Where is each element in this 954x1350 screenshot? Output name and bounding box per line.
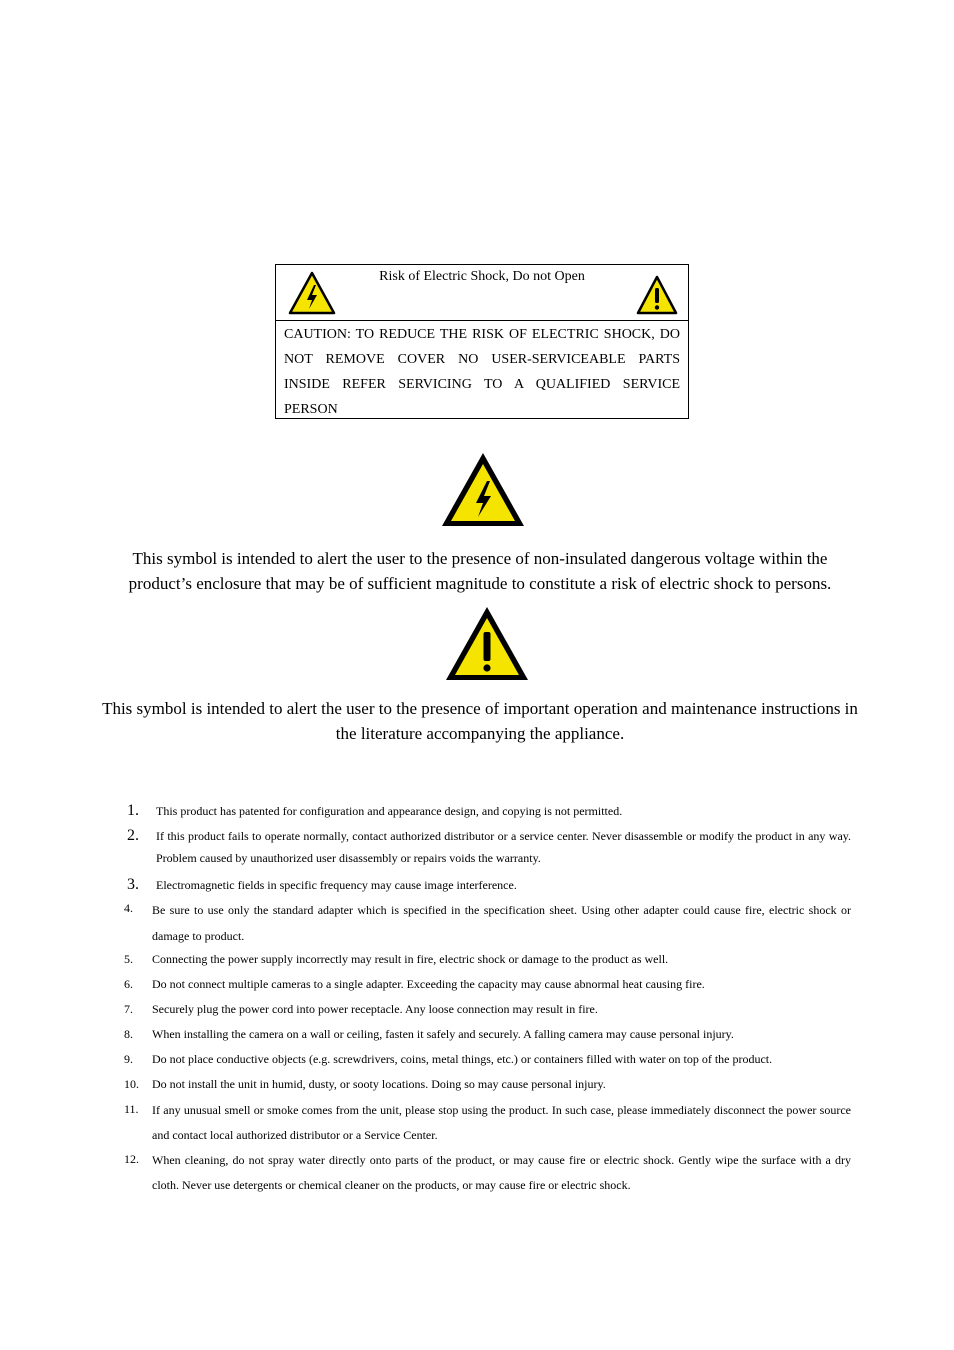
caution-text: CAUTION: TO REDUCE THE RISK OF ELECTRIC SHOCK, DO NOT REMOVE COVER NO USER-SERVICEABLE PARTS INSIDE REFER SERVICING TO A QUALIFIED SERVICE PERSON [284, 327, 680, 417]
list-item-number: 9. [124, 1052, 133, 1066]
list-item-number: 8. [124, 1027, 133, 1041]
list-item-number: 5. [124, 952, 133, 966]
caution-symbol-description: This symbol is intended to alert the user to the presence of important operation and maintenance instructions in the literature accompanying the appliance. [102, 699, 858, 743]
list-item-text: Connecting the power supply incorrectly may result in fire, electric shock or damage to the product as well. [152, 952, 669, 966]
list-item-number: 3. [127, 876, 139, 893]
voltage-symbol-description: This symbol is intended to alert the user to the presence of non-insulated dangerous voltage within the product’s enclosure that may be of sufficient magnitude to constitute a risk of electric shock to persons. [128, 549, 832, 593]
list-item-number: 4. [124, 901, 133, 915]
warning-box [275, 264, 689, 419]
list-item-text: Do not place conductive objects (e.g. screwdrivers, coins, metal things, etc.) or containers filled with water on top of the product. [152, 1052, 773, 1066]
list-item-number: 6. [124, 977, 133, 991]
list-item-text: Electromagnetic fields in specific frequency may cause image interference. [156, 878, 517, 892]
list-item-number: 10. [124, 1077, 139, 1091]
list-item-number: 12. [124, 1152, 139, 1166]
list-item-text: Do not connect multiple cameras to a single adapter. Exceeding the capacity may cause abnormal heat causing fire. [152, 977, 705, 991]
list-item-text: Be sure to use only the standard adapter which is specified in the specification sheet. Using other adapter could cause fire, electric shock or damage to product. [152, 903, 851, 943]
list-item-text: When installing the camera on a wall or ceiling, fasten it safely and securely. A falling camera may cause personal injury. [152, 1027, 734, 1041]
list-item-number: 7. [124, 1002, 133, 1016]
list-item-number: 11. [124, 1102, 139, 1116]
list-item-text: If any unusual smell or smoke comes from the unit, please stop using the product. In such case, please immediately disconnect the power source and contact local authorized distributor or a Service Center. [152, 1103, 851, 1142]
list-item-number: 2. [127, 827, 139, 844]
list-item-text: Do not install the unit in humid, dusty, or sooty locations. Doing so may cause personal injury. [152, 1077, 606, 1091]
warning-box-title: Risk of Electric Shock, Do not Open [379, 269, 585, 284]
list-item-number: 1. [127, 802, 139, 819]
list-item-text: If this product fails to operate normally, contact authorized distributor or a service center. Never disassemble or modify the product in any way. Problem caused by unauthorized user disassembly or repairs voids the warranty. [156, 829, 851, 865]
list-item-text: When cleaning, do not spray water directly onto parts of the product, or may cause fire or electric shock. Gently wipe the surface with a dry cloth. Never use detergents or chemical cleaner on the products, or may cause fire or electric shock. [152, 1153, 851, 1192]
list-item-text: This product has patented for configuration and appearance design, and copying is not permitted. [156, 804, 623, 818]
list-item-text: Securely plug the power cord into power receptacle. Any loose connection may result in fire. [152, 1002, 598, 1016]
high-voltage-icon [440, 451, 526, 528]
exclamation-warning-icon [444, 605, 530, 682]
warning-box-header [276, 265, 688, 321]
exclamation-warning-icon [636, 275, 678, 315]
